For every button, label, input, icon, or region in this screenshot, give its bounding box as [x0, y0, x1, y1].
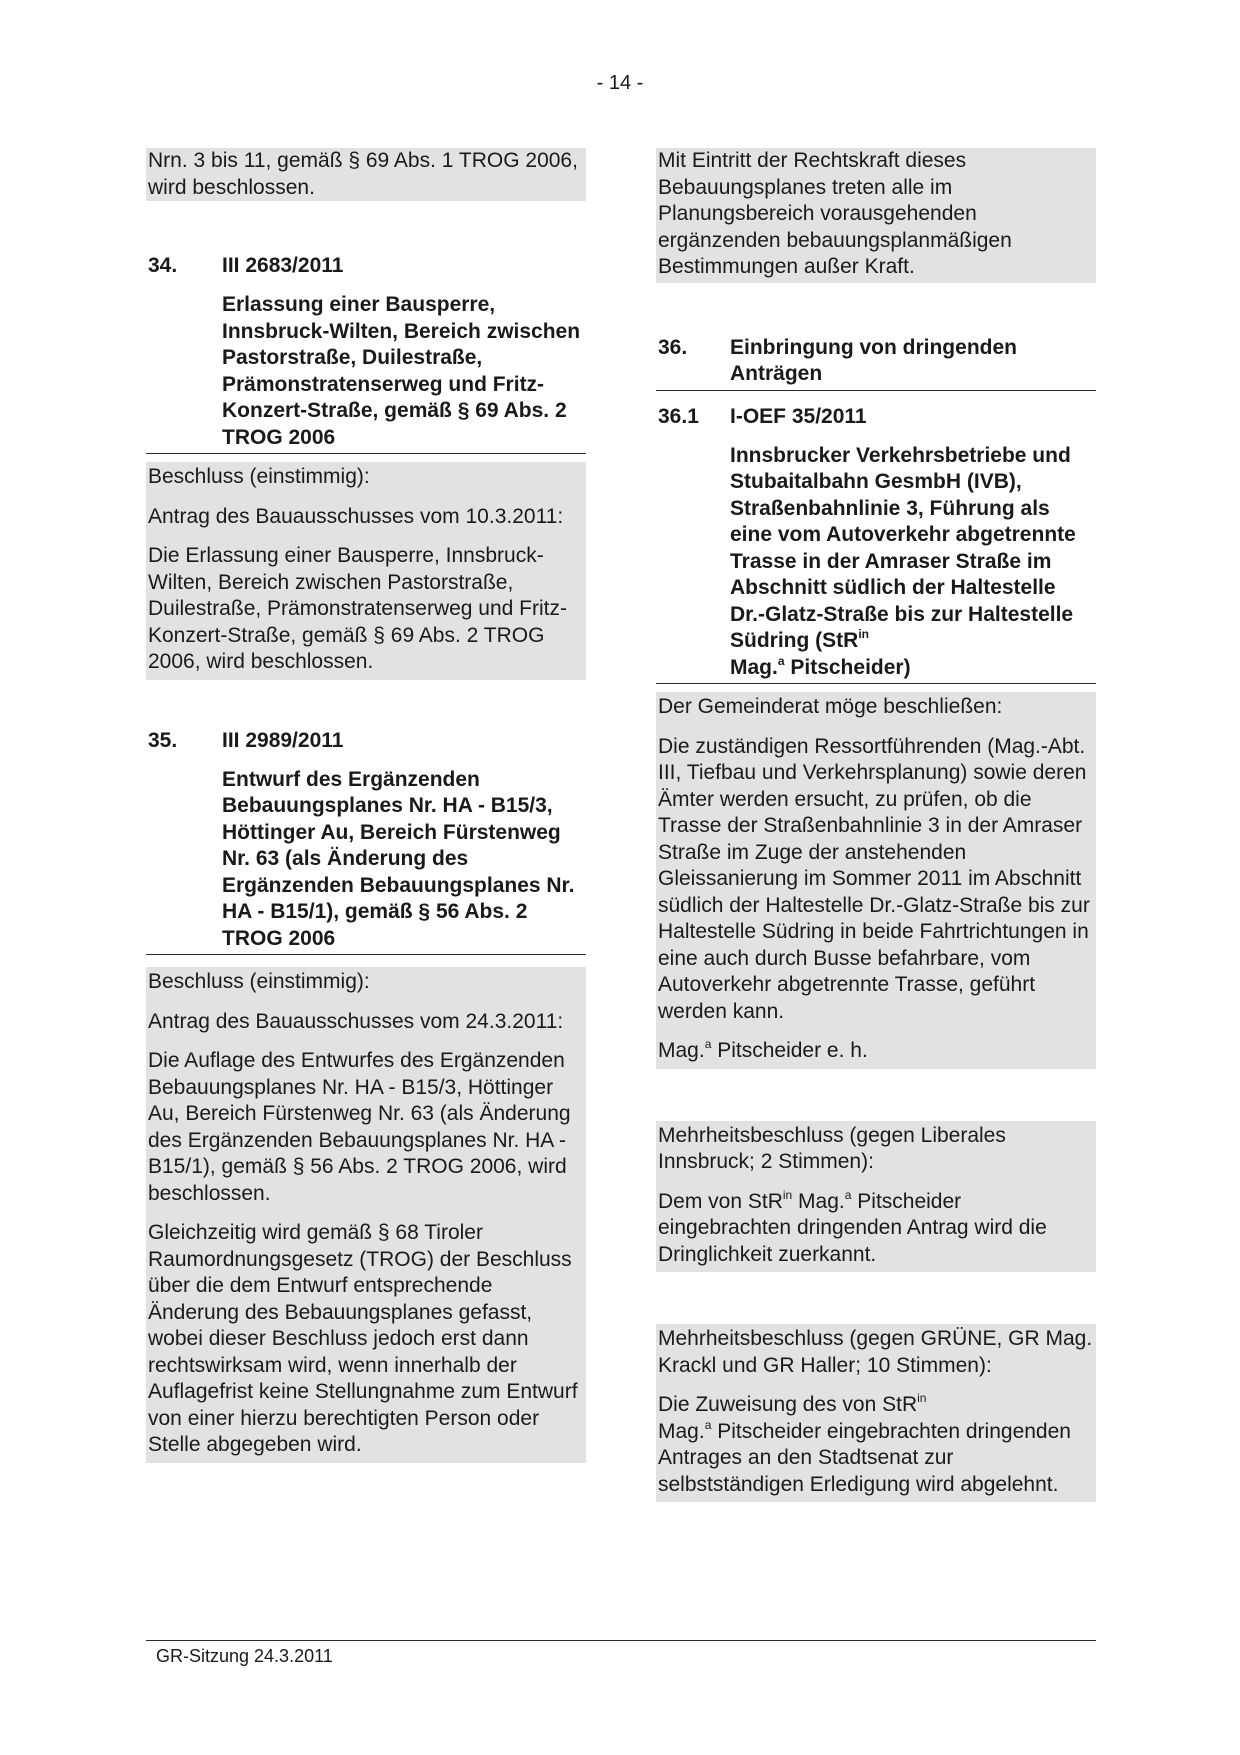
decision-text: Dem von StR$^{in}$ Mag.$^a$ Pitscheider eingebrachten dringenden Antrag wird die Dringlichkeit zuerkannt. — [658, 1187, 1047, 1266]
decision-label: Beschluss (einstimmig): — [148, 465, 370, 488]
majority-decision-1 — [656, 1121, 1096, 1273]
footer-divider — [146, 1640, 1096, 1641]
decision-block — [146, 967, 586, 1463]
decision-block — [146, 462, 586, 680]
item-code: III 2989/2011 — [222, 728, 344, 752]
majority-decision-2 — [656, 1324, 1096, 1502]
decision-text: Die Zuweisung des von StR$^{in}$ Mag.$^a$ Pitscheider eingebrachten dringenden Antrages an den Stadtsenat zur selbstständigen Erledigung wird abgelehnt. — [658, 1391, 1071, 1496]
carry-over-text-left: Nrn. 3 bis 11, gemäß § 69 Abs. 1 TROG 2006, wird beschlossen. — [146, 148, 586, 201]
right-column — [656, 148, 1096, 1502]
item-number: 36.1 — [658, 404, 699, 428]
motion-label: Antrag des Bauausschusses vom 24.3.2011: — [148, 1009, 564, 1033]
item-title: Einbringung von dringenden Anträgen — [730, 335, 1017, 385]
decision-text: Die Auflage des Entwurfes des Ergänzenden Bebauungsplanes Nr. HA - B15/3, Höttinger Au, Bereich Fürstenweg Nr. 63 (als Änderung des Ergänzenden Bebauungsplanes Nr. HA - B15/1), gemäß § 56 Abs. 2 TROG 2006, wird beschlossen. — [148, 1049, 571, 1205]
footer-text: GR-Sitzung 24.3.2011 — [156, 1646, 333, 1666]
motion-label: Antrag des Bauausschusses vom 10.3.2011: — [148, 504, 564, 528]
agenda-item-34 — [146, 253, 586, 680]
carry-over-text-right: Mit Eintritt der Rechtskraft dieses Bebauungsplanes treten alle im Planungsbereich vorausgehenden ergänzenden bebauungsplanmäßigen Bestimmungen außer Kraft. — [656, 148, 1096, 283]
decision-text-2: Gleichzeitig wird gemäß § 68 Tiroler Raumordnungsgesetz (TROG) der Beschluss über die dem Entwurf entsprechende Änderung des Bebauungsplanes gefasst, wobei dieser Beschluss jedoch erst dann rechtswirksam wird, wenn innerhalb der Auflagefrist keine Stellungnahme zum Entwurf von einer hierzu berechtigten Person oder Stelle abgegeben wird. — [148, 1221, 578, 1456]
item-code: III 2683/2011 — [222, 254, 344, 277]
motion-text: Die zuständigen Ressortführenden (Mag.-Abt. III, Tiefbau und Verkehrsplanung) sowie deren Ämter werden ersucht, zu prüfen, ob die Trasse der Straßenbahnlinie 3 in der Amraser Straße im Zuge der anstehenden Gleissanierung im Sommer 2011 im Abschnitt südlich der Haltestelle Dr.-Glatz-Straße bis zur Haltestelle Südring in beide Fahrtrichtungen in eine auch durch Busse befahrbare, vom Autoverkehr abgetrennte Trasse, geführt werden kann. — [658, 734, 1090, 1023]
motion-intro: Der Gemeinderat möge beschließen: — [658, 695, 1003, 718]
page-number: - 14 - — [596, 72, 644, 94]
decision-text: Die Erlassung einer Bausperre, Innsbruck-Wilten, Bereich zwischen Pastorstraße, Duilestraße, Prämonstratenserweg und Fritz-Konzert-Straße, gemäß § 69 Abs. 2 TROG 2006, wird beschlossen. — [148, 544, 567, 673]
item-title: Entwurf des Ergänzenden Bebauungsplanes Nr. HA - B15/3, Höttinger Au, Bereich Fürstenweg Nr. 63 (als Änderung des Ergänzenden Bebauungsplanes Nr. HA - B15/1), gemäß § 56 Abs. 2 TROG 2006 — [222, 767, 575, 950]
decision-heading: Mehrheitsbeschluss (gegen GRÜNE, GR Mag. Krackl und GR Haller; 10 Stimmen): — [658, 1327, 1093, 1377]
item-title: Innsbrucker Verkehrsbetriebe und Stubaitalbahn GesmbH (IVB), Straßenbahnlinie 3, Führung als eine vom Autoverkehr abgetrennte Trasse in der Amraser Straße im Abschnitt südlich der Haltestelle Dr.-Glatz-Straße bis zur Haltestelle Südring (StR$^{in}$ Mag.$^a$ Pitscheider) — [730, 443, 1076, 679]
item-number: 35. — [148, 728, 178, 752]
agenda-item-36 — [656, 335, 1096, 391]
decision-label: Beschluss (einstimmig): — [148, 970, 370, 993]
motion-block — [656, 692, 1096, 1069]
item-title: Erlassung einer Bausperre, Innsbruck-Wilten, Bereich zwischen Pastorstraße, Duilestraße, Prämonstratenserweg und Fritz-Konzert-Straße, gemäß § 69 Abs. 2 TROG 2006 — [222, 293, 581, 449]
item-number: 34. — [148, 254, 178, 277]
agenda-item-36-1 — [656, 404, 1096, 1069]
left-column — [146, 148, 586, 1463]
item-code: I-OEF 35/2011 — [730, 404, 867, 428]
signature-line: Mag.$^a$ Pitscheider e. h. — [658, 1037, 868, 1062]
item-number: 36. — [658, 335, 688, 359]
decision-heading: Mehrheitsbeschluss (gegen Liberales Innsbruck; 2 Stimmen): — [658, 1123, 1006, 1173]
agenda-item-35 — [146, 728, 586, 1463]
